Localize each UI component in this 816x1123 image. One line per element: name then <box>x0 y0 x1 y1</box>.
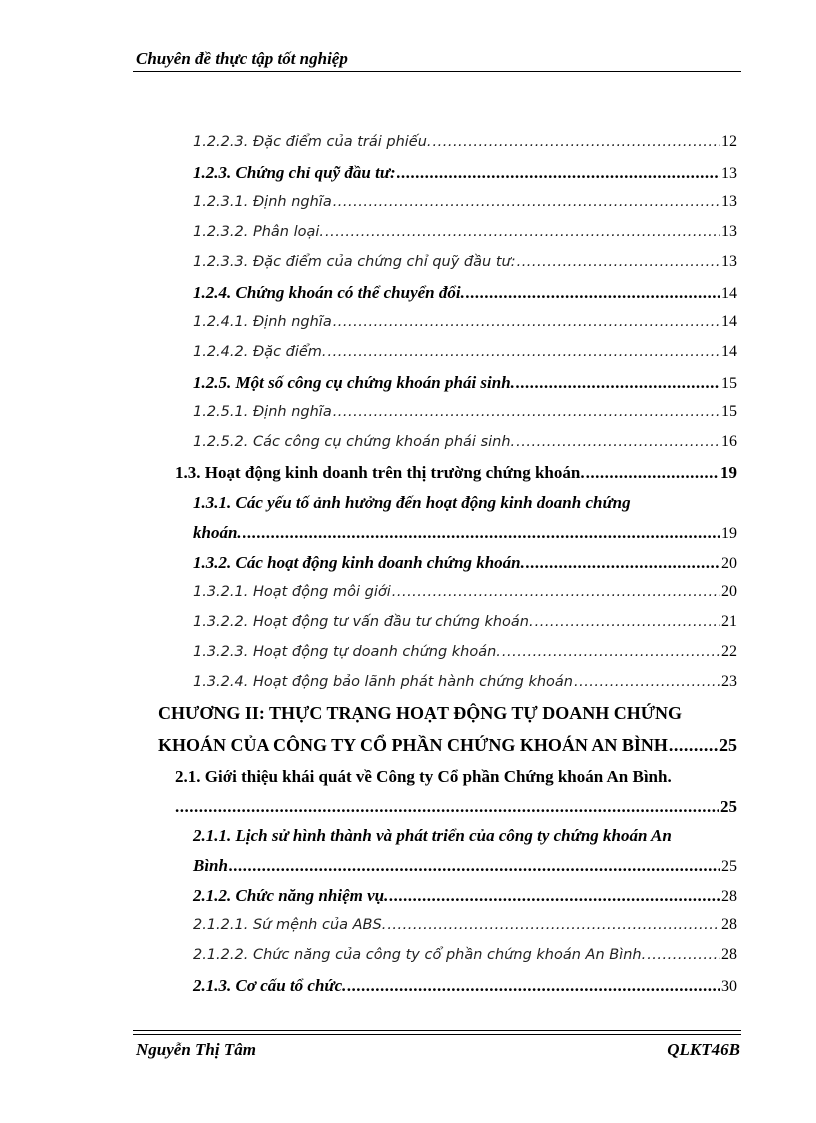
toc-entry-title: 1.3.2.1. Hoạt động môi giới <box>193 584 391 600</box>
toc-entry-title: 1.2.5. Một số công cụ chứng khoán phái sinh. <box>193 373 515 392</box>
toc-entry[interactable] <box>193 583 737 601</box>
toc-entry[interactable] <box>193 613 737 631</box>
footer-class-code: QLKT46B <box>667 1040 740 1059</box>
toc-entry-page: 13 <box>721 223 737 240</box>
toc-entry[interactable] <box>193 886 737 906</box>
toc-entry[interactable] <box>193 223 737 241</box>
toc-chapter-title-line1[interactable]: CHƯƠNG II: THỰC TRẠNG HOẠT ĐỘNG TỰ DOANH CHỨNG <box>158 703 683 723</box>
toc-entry-page: 25 <box>719 735 737 755</box>
toc-leader <box>433 134 720 150</box>
toc-leader <box>586 463 719 483</box>
toc-entry-title-line2: khoán. <box>193 523 242 542</box>
toc-chapter-title-line2: KHOÁN CỦA CÔNG TY CỔ PHẦN CHỨNG KHOÁN AN BÌNH <box>158 735 668 755</box>
toc-leader <box>333 194 720 210</box>
toc-leader <box>574 674 720 690</box>
toc-entry-title: 1.2.3. Chứng chỉ quỹ đầu tư: <box>193 163 396 182</box>
toc-entry[interactable] <box>193 433 737 451</box>
toc-entry-title: 1.2.4.2. Đặc điểm. <box>193 344 327 360</box>
toc-entry[interactable] <box>193 253 737 271</box>
toc-entry-page: 23 <box>721 673 737 690</box>
toc-entry[interactable] <box>175 797 737 817</box>
toc-entry-page: 30 <box>721 978 737 995</box>
toc-leader <box>397 163 720 183</box>
toc-entry-title: 1.2.4.1. Định nghĩa <box>193 314 332 330</box>
toc-entry-title-line1[interactable]: 1.3.1. Các yếu tố ảnh hưởng đến hoạt động kinh doanh chứng <box>193 493 631 512</box>
toc-entry[interactable] <box>175 463 737 483</box>
toc-entry-page: 28 <box>721 916 737 933</box>
toc-entry-title: 2.1.2.1. Sứ mệnh của ABS. <box>193 917 387 933</box>
toc-entry-page: 21 <box>721 613 737 630</box>
toc-leader <box>389 886 720 906</box>
toc-entry-title: 2.1.3. Cơ cấu tổ chức. <box>193 976 347 995</box>
toc-entry[interactable] <box>193 163 737 183</box>
toc-entry[interactable] <box>193 643 737 661</box>
toc-entry[interactable] <box>193 133 737 151</box>
toc-entry-page: 19 <box>720 463 737 482</box>
toc-entry-page: 28 <box>721 946 737 963</box>
toc-entry-title: 1.2.5.1. Định nghĩa <box>193 404 332 420</box>
toc-leader <box>466 283 720 303</box>
toc-entry-page: 20 <box>721 555 737 572</box>
toc-entry[interactable] <box>193 976 737 996</box>
toc-entry[interactable] <box>193 403 737 421</box>
toc-entry[interactable] <box>193 193 737 211</box>
toc-entry-page: 16 <box>721 433 737 450</box>
toc-entry[interactable] <box>158 735 737 756</box>
toc-entry-page: 19 <box>721 525 737 542</box>
toc-entry-page: 28 <box>721 888 737 905</box>
toc-entry[interactable] <box>193 373 737 393</box>
footer-author: Nguyễn Thị Tâm <box>136 1040 256 1059</box>
toc-leader <box>333 314 720 330</box>
toc-entry[interactable] <box>193 553 737 573</box>
toc-entry-title-line2: Bình <box>193 856 228 875</box>
toc-leader <box>516 373 720 393</box>
toc-leader <box>347 976 720 996</box>
toc-leader <box>516 434 720 450</box>
footer-rule <box>133 1030 741 1031</box>
toc-entry-title: 1.3.2.4. Hoạt động bảo lãnh phát hành chứng khoán <box>193 674 573 690</box>
toc-entry[interactable] <box>193 313 737 331</box>
toc-entry-title: 1.3. Hoạt động kinh doanh trên thị trường chứng khoán. <box>175 463 585 482</box>
toc-entry-page: 14 <box>721 285 737 302</box>
toc-leader <box>229 856 720 876</box>
toc-entry-page: 25 <box>720 797 737 816</box>
toc-entry[interactable] <box>193 916 737 934</box>
toc-leader <box>535 614 720 630</box>
toc-entry-title-line1[interactable]: 2.1.1. Lịch sử hình thành và phát triển của công ty chứng khoán An <box>193 826 672 845</box>
toc-entry-page: 15 <box>721 375 737 392</box>
header-rule <box>133 71 741 72</box>
toc-leader <box>243 523 720 543</box>
toc-leader <box>502 644 720 660</box>
toc-leader <box>647 947 720 963</box>
toc-entry-page: 13 <box>721 193 737 210</box>
toc-entry[interactable] <box>193 523 737 543</box>
toc-entry[interactable] <box>193 343 737 361</box>
toc-entry-page: 15 <box>721 403 737 420</box>
toc-leader <box>517 254 720 270</box>
toc-entry-title: 1.2.5.2. Các công cụ chứng khoán phái sinh. <box>193 434 516 450</box>
toc-entry[interactable] <box>193 283 737 303</box>
toc-entry-page: 20 <box>721 583 737 600</box>
toc-leader <box>325 224 720 240</box>
toc-leader <box>387 917 720 933</box>
toc-leader <box>392 584 720 600</box>
toc-entry-title: 2.1.2.2. Chức năng của công ty cổ phần chứng khoán An Bình. <box>193 947 647 963</box>
toc-leader <box>333 404 720 420</box>
toc-entry-page: 25 <box>721 858 737 875</box>
toc-entry-title: 1.3.2.3. Hoạt động tự doanh chứng khoán. <box>193 644 501 660</box>
toc-entry[interactable] <box>193 856 737 876</box>
toc-leader <box>175 797 719 817</box>
toc-entry[interactable] <box>193 673 737 691</box>
toc-entry-title: 2.1.2. Chức năng nhiệm vụ. <box>193 886 389 905</box>
toc-entry-page: 13 <box>721 165 737 182</box>
toc-leader <box>526 553 720 573</box>
page-header-title: Chuyên đề thực tập tốt nghiệp <box>136 49 348 68</box>
toc-leader <box>669 735 718 756</box>
toc-entry-title: 1.2.3.1. Định nghĩa <box>193 194 332 210</box>
toc-entry[interactable] <box>193 946 737 964</box>
toc-entry-title: 1.2.3.3. Đặc điểm của chứng chỉ quỹ đầu tư: <box>193 254 516 270</box>
toc-entry-title: 1.2.3.2. Phân loại. <box>193 224 324 240</box>
toc-entry-title: 1.2.4. Chứng khoán có thể chuyển đổi. <box>193 283 465 302</box>
toc-entry-title: 1.2.2.3. Đặc điểm của trái phiếu. <box>193 134 432 150</box>
toc-entry-page: 14 <box>721 313 737 330</box>
toc-entry-page: 13 <box>721 253 737 270</box>
toc-entry-title: 1.3.2. Các hoạt động kinh doanh chứng khoán. <box>193 553 525 572</box>
toc-entry-page: 12 <box>721 133 737 150</box>
toc-entry-page: 14 <box>721 343 737 360</box>
toc-entry-title: 1.3.2.2. Hoạt động tư vấn đầu tư chứng khoán. <box>193 614 534 630</box>
footer-rule-thin <box>133 1034 741 1035</box>
toc-entry-title-line1[interactable]: 2.1. Giới thiệu khái quát về Công ty Cổ phần Chứng khoán An Bình. <box>175 767 672 786</box>
toc-entry-page: 22 <box>721 643 737 660</box>
toc-leader <box>328 344 720 360</box>
